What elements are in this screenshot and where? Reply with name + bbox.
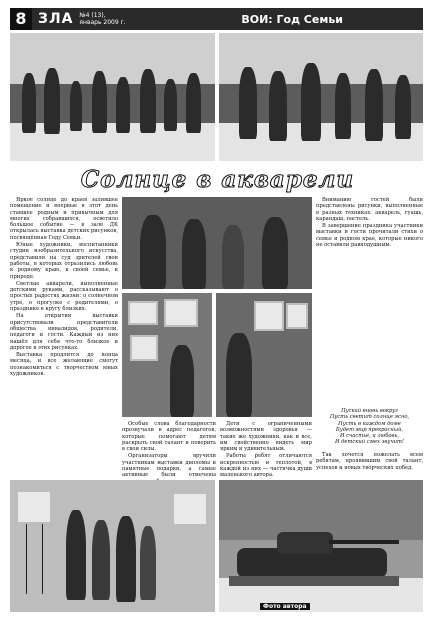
col3-paragraph: Дети с ограниченными возможностями здоровья — такие же художники, как и все, им свойственно видеть мир ярким и удивительным.	[220, 421, 312, 453]
issue-date: январь 2009 г.	[79, 19, 126, 26]
photo-tank-monument	[219, 480, 423, 612]
photo-group-outdoor-left	[10, 33, 215, 161]
col1-paragraph: Яркое солнце до краев залившее помещение и впервые в этот день ставшее родным и привычным для многих собравшихся, осветило большое событие — в зале ДК открылась выставка детских рисунков, посвящённая Году Семьи.	[10, 197, 118, 241]
section-title: ВОИ: Год Семьи	[241, 12, 343, 26]
col2-paragraph: Организаторы вручили участникам выставки дипломы и памятные подарки, а самые активные были отмечены	[122, 453, 216, 479]
article-headline: Солнце в акварели	[80, 166, 355, 193]
page-number: 8	[10, 8, 32, 30]
photo-woman-with-paintings	[122, 293, 212, 417]
photo-girl-with-paintings	[216, 293, 312, 417]
col2-paragraph: Особые слова благодарности прозвучали в адрес педагогов, которые помогают детям раскрыть свой талант и поверить в свои силы.	[122, 421, 216, 453]
poem-block	[316, 408, 423, 448]
article-column-4	[316, 197, 423, 407]
poem-line: И счастье, и любовь,	[339, 433, 400, 440]
closing-paragraph	[316, 452, 423, 475]
newspaper-logo: ЗЛА	[38, 11, 74, 27]
col1-paragraph: Светлые акварели, выполненные детскими руками, рассказывают о простых радостях жизни: о солнечном утре, о прогулке с родителями, о празднике в кругу близких.	[10, 280, 118, 313]
col1-paragraph: На открытии выставки присутствовали представители общества инвалидов, родители, педагоги и гости. Каждый из них нашёл для себя что-то близкое и дорогое в этих рисунках.	[10, 313, 118, 351]
photo-caption: Фото автора	[260, 603, 310, 610]
poem-line: И детский смех звучит!	[334, 439, 405, 446]
col1-paragraph: Выставка продлится до конца месяца, и все желающие смогут познакомиться с творчеством юных художников.	[10, 352, 118, 378]
poem-line: Пускай вновь вокруг	[341, 408, 398, 414]
article-column-1	[10, 197, 118, 475]
col4-paragraph: В завершение праздника участники выставки и гости прочитали стихи о семье и родном крае, которые никого не оставили равнодушным.	[316, 223, 423, 249]
article-column-3	[220, 421, 312, 479]
photo-children-exhibition	[10, 480, 215, 612]
col4-paragraph: Вниманию гостей были представлены рисунки, выполненные в разных техниках: акварель, гуашь, карандаш, пастель.	[316, 197, 423, 222]
poem-line: Будет мир прекрасный,	[335, 426, 404, 433]
article-column-2	[122, 421, 216, 479]
col3-paragraph: Работы ребят отличаются искренностью и теплотой, в каждой из них — частичка души маленького автора.	[220, 453, 312, 479]
poem-line: Пусть в каждом доме	[338, 420, 401, 427]
closing-text: Так хочется пожелать всем ребятам, проявившим свой талант, успехов и новых творческих побед.	[316, 452, 423, 471]
photo-officials-indoor	[122, 197, 312, 289]
col1-paragraph: Юные художники, воспитанники студии изобразительного искусства, представили на суд зрителей свои работы, в которых отразились любовь к родному краю, к своей семье, к природе.	[10, 242, 118, 280]
poem-line: Пусть светит солнце ясно,	[329, 414, 410, 421]
issue-info	[79, 12, 125, 26]
page-header	[10, 8, 423, 30]
photo-group-outdoor-right	[219, 33, 423, 161]
issue-number: №4 (13),	[79, 12, 106, 19]
